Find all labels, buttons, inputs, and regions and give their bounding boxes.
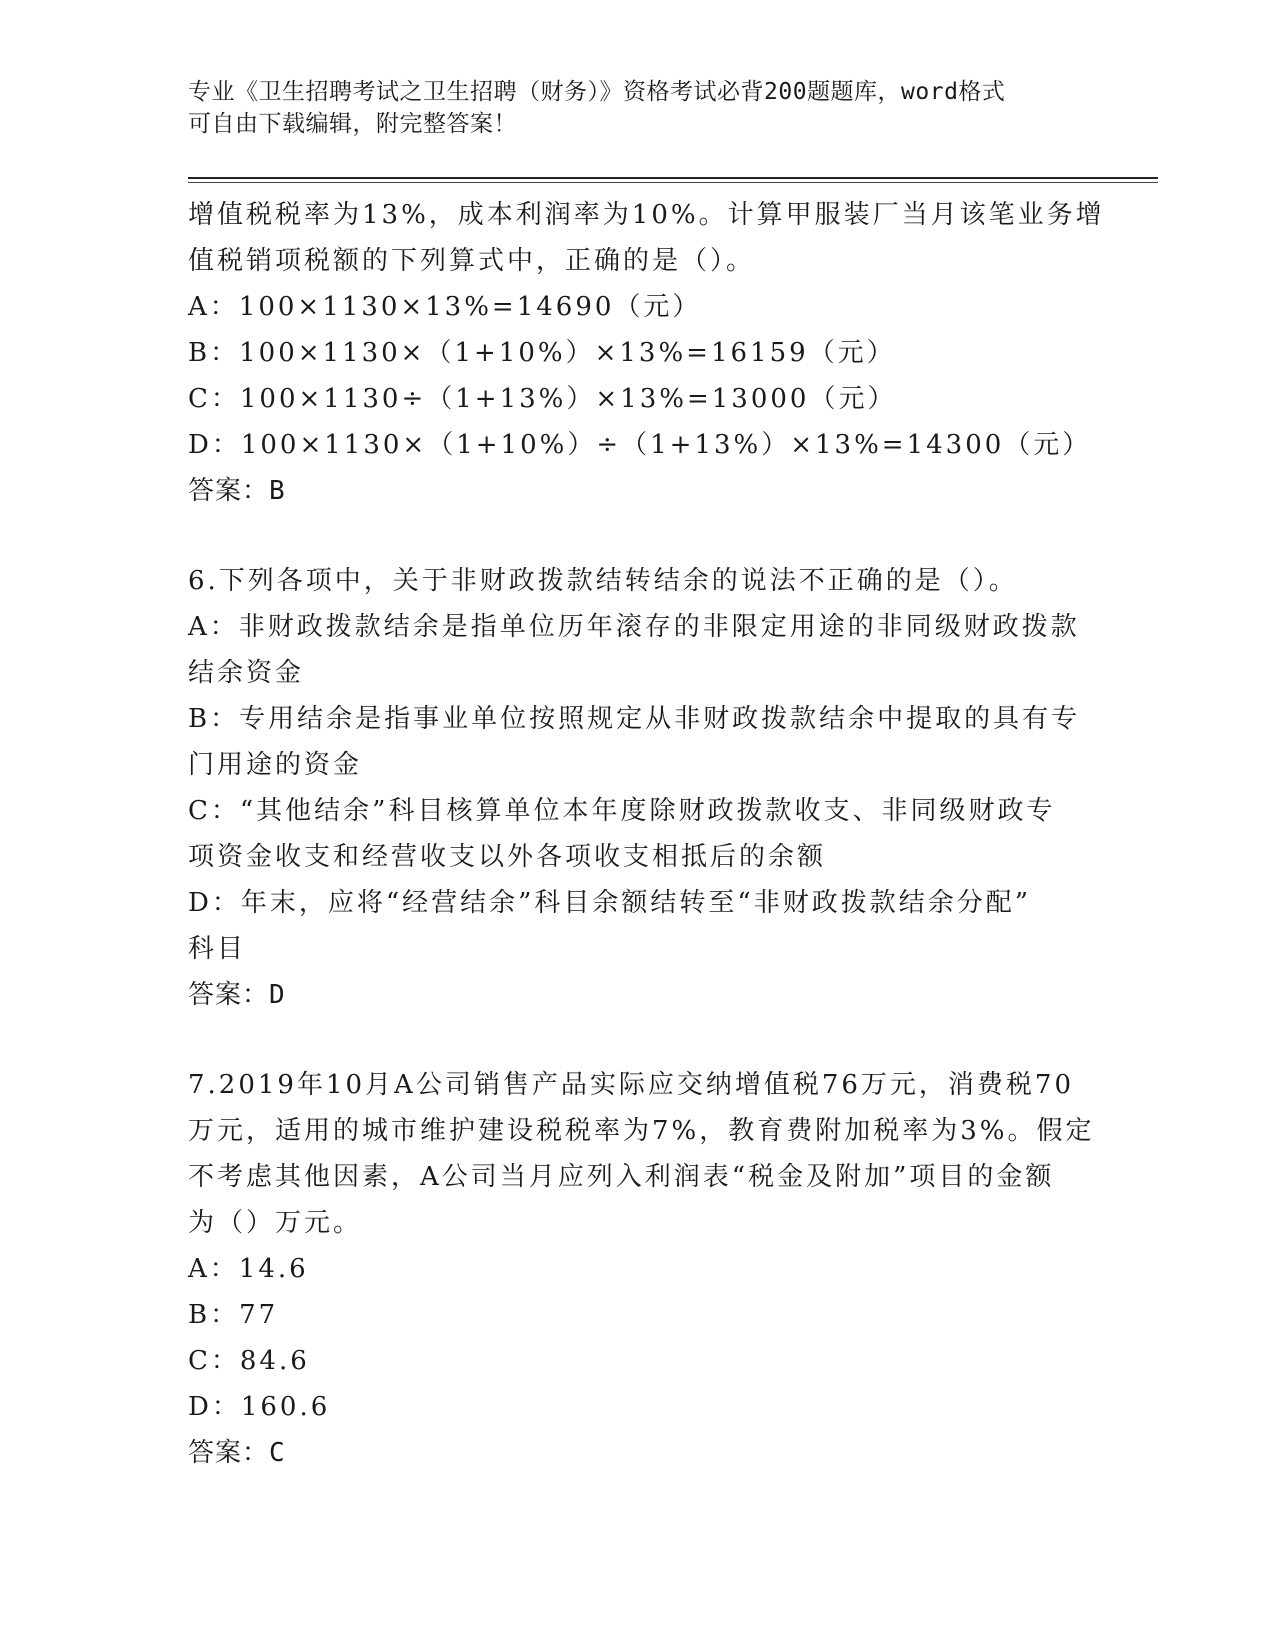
option-d-continued: 科目: [188, 934, 247, 964]
question-stem-line: 7.2019年10月A公司销售产品实际应交纳增值税76万元，消费税70: [188, 1070, 1075, 1100]
header-line-2: 可自由下载编辑，附完整答案！: [188, 111, 517, 137]
header-line-1: 专业《卫生招聘考试之卫生招聘（财务）》资格考试必背200题题库，word格式: [188, 79, 1006, 105]
question-stem-line: 增值税税率为13%，成本利润率为10%。计算甲服装厂当月该笔业务增: [188, 200, 1105, 230]
question-stem-line: 6.下列各项中，关于非财政拨款结转结余的说法不正确的是（）。: [188, 566, 1018, 596]
question-6: [188, 558, 1088, 1018]
option-a: A：100×1130×13%=14690（元）: [188, 292, 702, 322]
question-stem-line: 为（）万元。: [188, 1208, 363, 1238]
option-c: C：84.6: [188, 1346, 310, 1376]
option-d: D：年末，应将“经营结余”科目余额结转至“非财政拨款结余分配”: [188, 888, 1032, 918]
document-header: [188, 76, 1088, 140]
option-b: B：100×1130×（1+10%）×13%=16159（元）: [188, 338, 896, 368]
document-body: [188, 192, 1105, 1476]
option-d: D：160.6: [188, 1392, 331, 1422]
answer: 答案：D: [188, 980, 286, 1010]
answer: 答案：B: [188, 476, 286, 506]
question-stem-line: 不考虑其他因素，A公司当月应列入利润表“税金及附加”项目的金额: [188, 1162, 1055, 1192]
option-c: C：“其他结余”科目核算单位本年度除财政拨款收支、非同级财政专: [188, 796, 1056, 826]
option-a: A：非财政拨款结余是指单位历年滚存的非限定用途的非同级财政拨款: [188, 612, 1080, 642]
option-a-continued: 结余资金: [188, 658, 305, 688]
question-5: [188, 192, 1105, 514]
option-a: A：14.6: [188, 1254, 309, 1284]
question-7: [188, 1062, 1095, 1476]
option-b: B：专用结余是指事业单位按照规定从非财政拨款结余中提取的具有专: [188, 704, 1081, 734]
option-b: B：77: [188, 1300, 279, 1330]
option-c: C：100×1130÷（1+13%）×13%=13000（元）: [188, 384, 897, 414]
header-rule-thick: [188, 177, 1158, 179]
header-rule-thin: [188, 182, 1158, 183]
option-c-continued: 项资金收支和经营收支以外各项收支相抵后的余额: [188, 842, 827, 872]
question-stem-line: 值税销项税额的下列算式中，正确的是（）。: [188, 246, 756, 276]
question-stem-line: 万元，适用的城市维护建设税税率为7%，教育费附加税率为3%。假定: [188, 1116, 1095, 1146]
answer: 答案：C: [188, 1438, 286, 1468]
option-b-continued: 门用途的资金: [188, 750, 363, 780]
option-d: D：100×1130×（1+10%）÷（1+13%）×13%=14300（元）: [188, 430, 1092, 460]
